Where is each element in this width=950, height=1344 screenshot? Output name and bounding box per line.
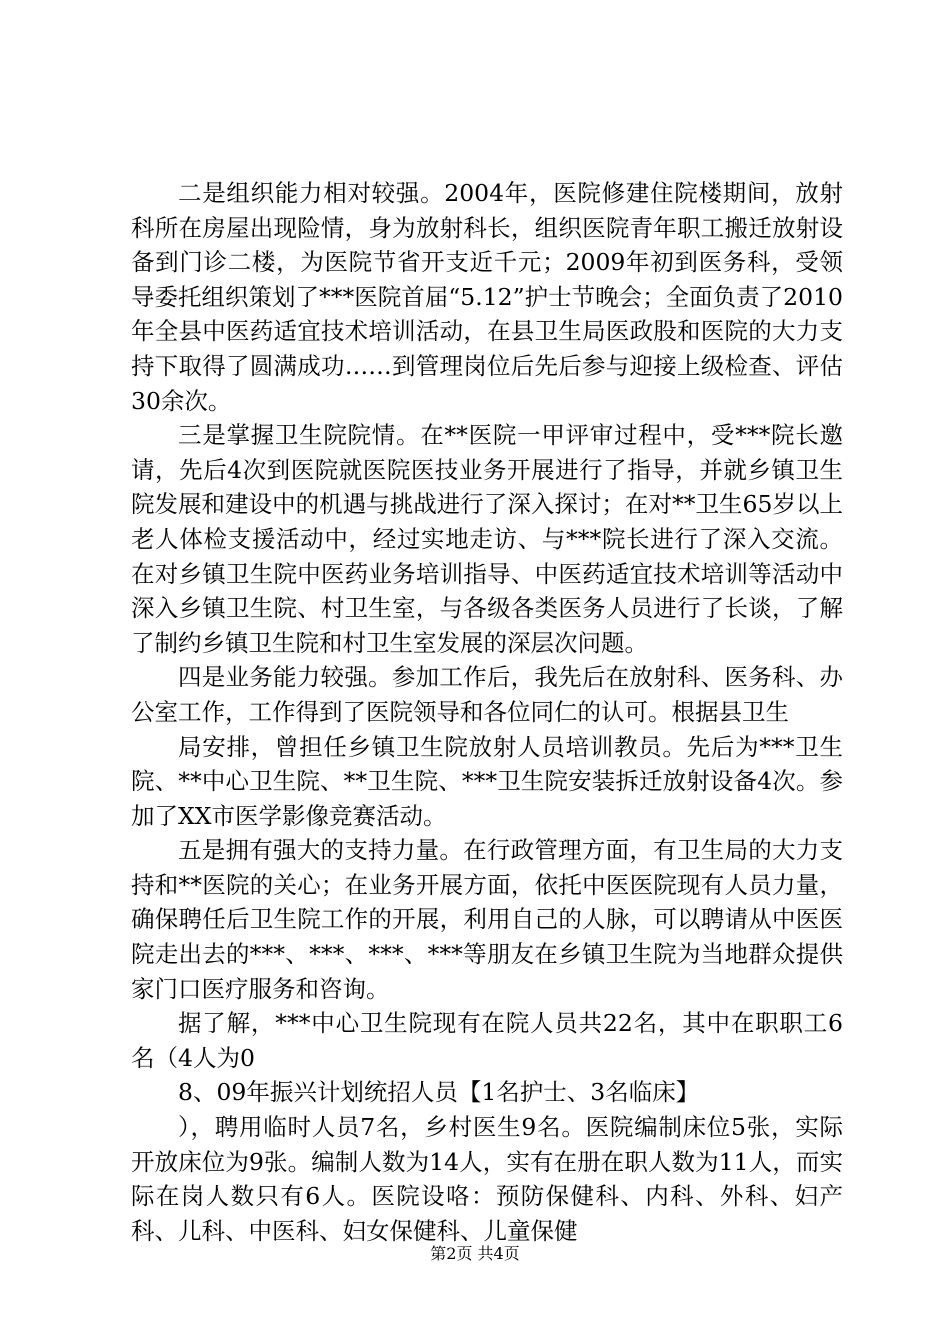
paragraph-organizing-ability: 二是组织能力相对较强。2004年，医院修建住院楼期间，放射科所在房屋出现险情，身为放射科长，组织医院青年职工搬迁放射设备到门诊二楼，为医院节省开支近千元；2009年初到医务科，受领导委托组织策划了***医院首届“5.12”护士节晚会；全面负责了2010年全县中医药适宜技术培训活动，在县卫生局医政股和医院的大力支持下取得了圆满成功……到管理岗位后先后参与迎接上级检查、评估30余次。 bbox=[131, 179, 843, 415]
paragraph-business-ability: 四是业务能力较强。参加工作后，我先后在放射科、医务科、办公室工作，工作得到了医院领导和各位同仁的认可。根据县卫生 bbox=[131, 663, 843, 726]
paragraph-radiology-training: 局安排，曾担任乡镇卫生院放射人员培训教员。先后为***卫生院、**中心卫生院、**卫生院、***卫生院安装拆迁放射设备4次。参加了XX市医学影像竞赛活动。 bbox=[131, 732, 843, 830]
paragraph-beds-departments: ），聘用临时人员7名，乡村医生9名。医院编制床位5张，实际开放床位为9张。编制人数为14人，实有在册在职人数为11人，而实际在岗人数只有6人。医院设咯：预防保健科、内科、外科、妇产科、儿科、中医科、妇女保健科、儿童保健 bbox=[131, 1113, 843, 1245]
document-body bbox=[131, 176, 843, 1248]
paragraph-support-strength: 五是拥有强大的支持力量。在行政管理方面，有卫生局的大力支持和**医院的关心；在业务开展方面，依托中医医院现有人员力量，确保聘任后卫生院工作的开展，利用自己的人脉，可以聘请从中医医院走出去的***、***、***、***等朋友在乡镇卫生院为当地群众提供家门口医疗服务和咨询。 bbox=[131, 836, 843, 1003]
paragraph-hospital-knowledge: 三是掌握卫生院院情。在**医院一甲评审过程中，受***院长邀请，先后4次到医院就医院医技业务开展进行了指导，并就乡镇卫生院发展和建设中的机遇与挑战进行了深入探讨；在对**卫生65岁以上老人体检支援活动中，经过实地走访、与***院长进行了深入交流。在对乡镇卫生院中医药业务培训指导、中医药适宜技术培训等活动中深入乡镇卫生院、村卫生室，与各级各类医务人员进行了长谈，了解了制约乡镇卫生院和村卫生室发展的深层次问题。 bbox=[131, 421, 843, 657]
page-number-footer: 第2页 共4页 bbox=[430, 1244, 520, 1263]
paragraph-recruitment-note: 8、09年振兴计划统招人员【1名护士、3名临床】 bbox=[178, 1078, 700, 1107]
paragraph-staff-overview: 据了解，***中心卫生院现有在院人员共22名，其中在职职工6名（4人为0 bbox=[131, 1009, 843, 1072]
